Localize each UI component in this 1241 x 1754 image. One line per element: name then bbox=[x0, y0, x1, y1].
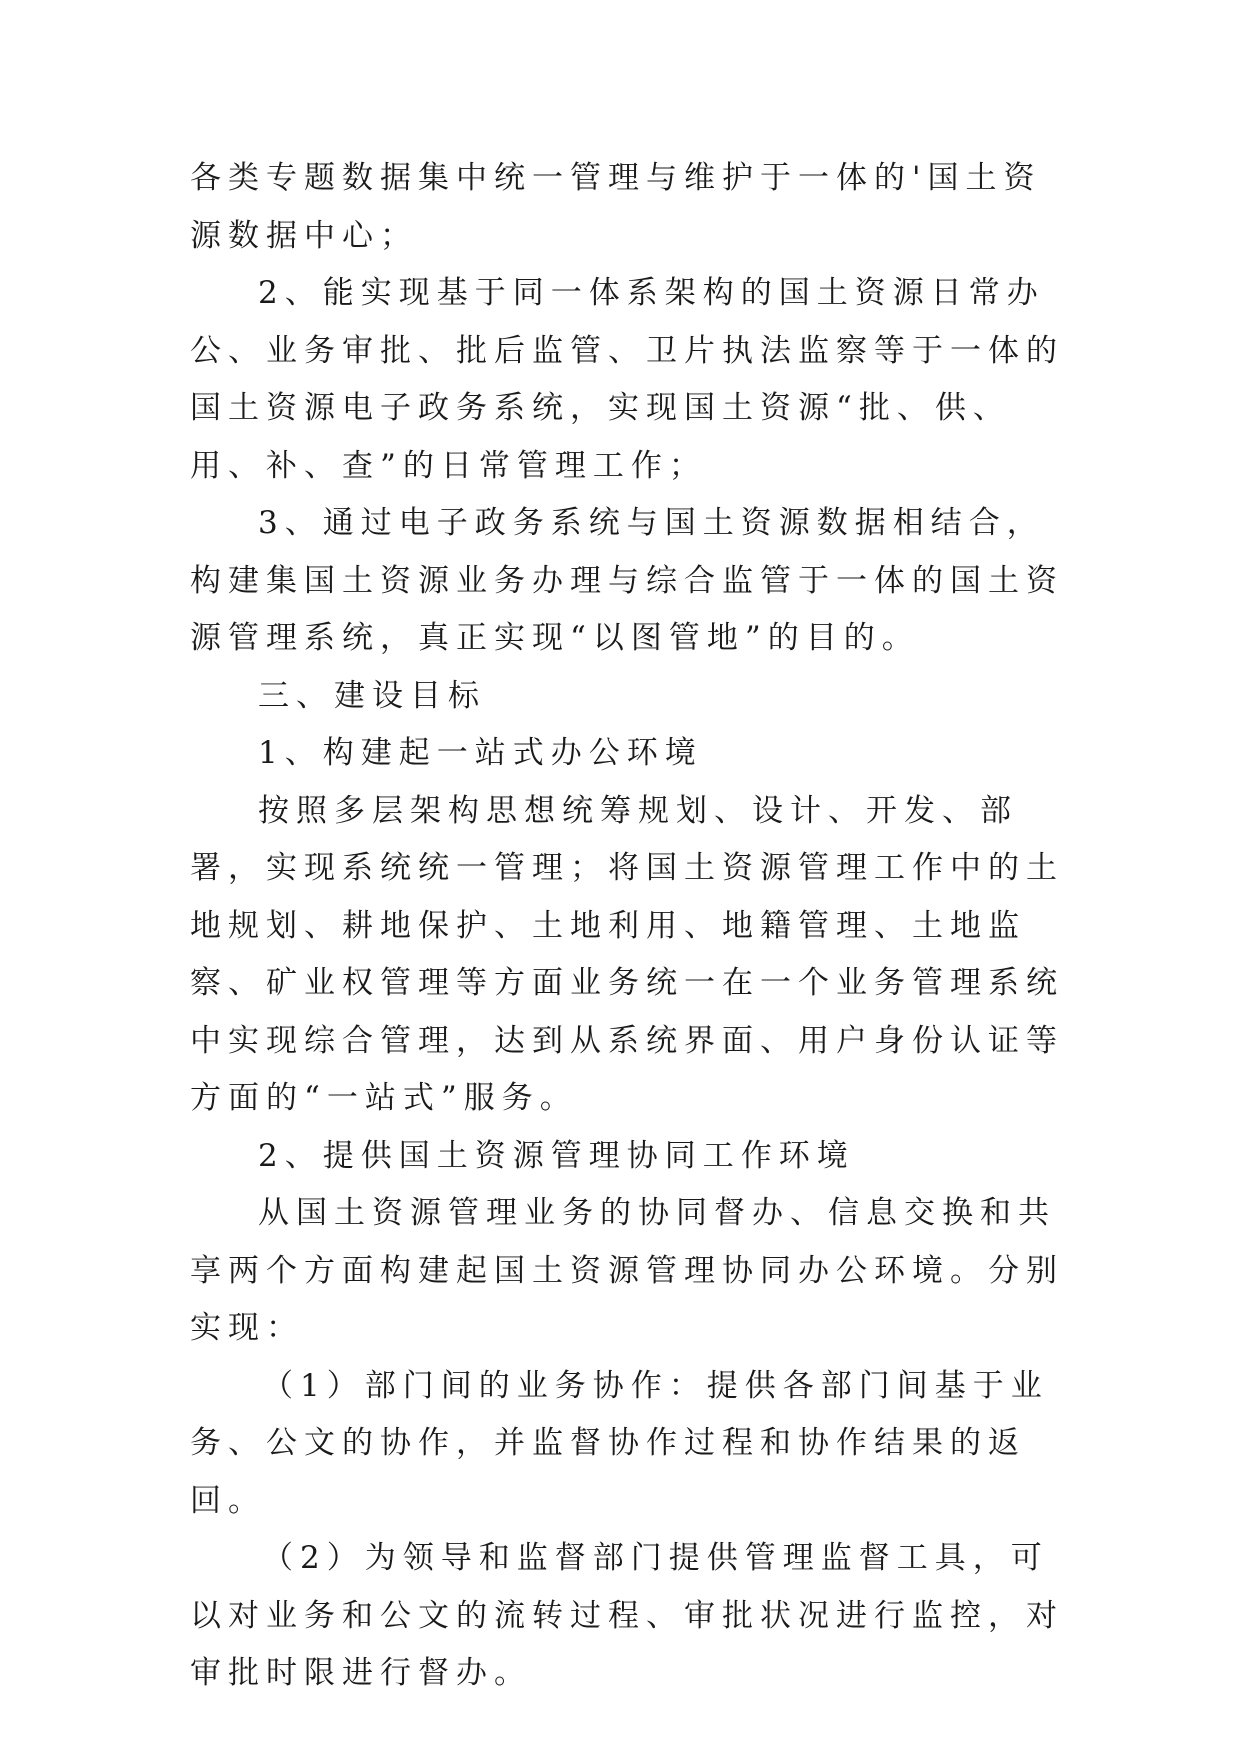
paragraph-one-stop-office: 按照多层架构思想统筹规划、设计、开发、部署，实现系统统一管理；将国土资源管理工作中的土地规划、耕地保护、土地利用、地籍管理、土地监察、矿业权管理等方面业务统一在一个业务管理系统中实现综合管理，达到从系统界面、用户身份认证等方面的“一站式”服务。 bbox=[190, 792, 1064, 1116]
paragraph-item-2: 2、能实现基于同一体系架构的国土资源日常办公、业务审批、批后监管、卫片执法监察等于一体的国土资源电子政务系统，实现国土资源“批、供、用、补、查”的日常管理工作； bbox=[190, 275, 1064, 484]
paragraph-collaboration: 从国土资源管理业务的协同督办、信息交换和共享两个方面构建起国土资源管理协同办公环境。分别实现： bbox=[190, 1195, 1064, 1346]
section-heading-goals: 三、建设目标 bbox=[258, 677, 486, 714]
paragraph-dept-cooperation: （1）部门间的业务协作：提供各部门间基于业务、公文的协作，并监督协作过程和协作结果的返回。 bbox=[190, 1367, 1049, 1519]
paragraph-continuation: 各类专题数据集中统一管理与维护于一体的'国土资源数据中心； bbox=[190, 160, 1042, 254]
paragraph-supervision-tools: （2）为领导和监督部门提供管理监督工具，可以对业务和公文的流转过程、审批状况进行监控，对审批时限进行督办。 bbox=[190, 1540, 1064, 1691]
document-body bbox=[190, 150, 1070, 1703]
paragraph-item-3: 3、通过电子政务系统与国土资源数据相结合，构建集国土资源业务办理与综合监管于一体的国土资源管理系统，真正实现“以图管地”的目的。 bbox=[190, 505, 1064, 656]
subheading-one-stop-office: 1、构建起一站式办公环境 bbox=[258, 735, 703, 771]
subheading-collaboration: 2、提供国土资源管理协同工作环境 bbox=[258, 1137, 855, 1174]
